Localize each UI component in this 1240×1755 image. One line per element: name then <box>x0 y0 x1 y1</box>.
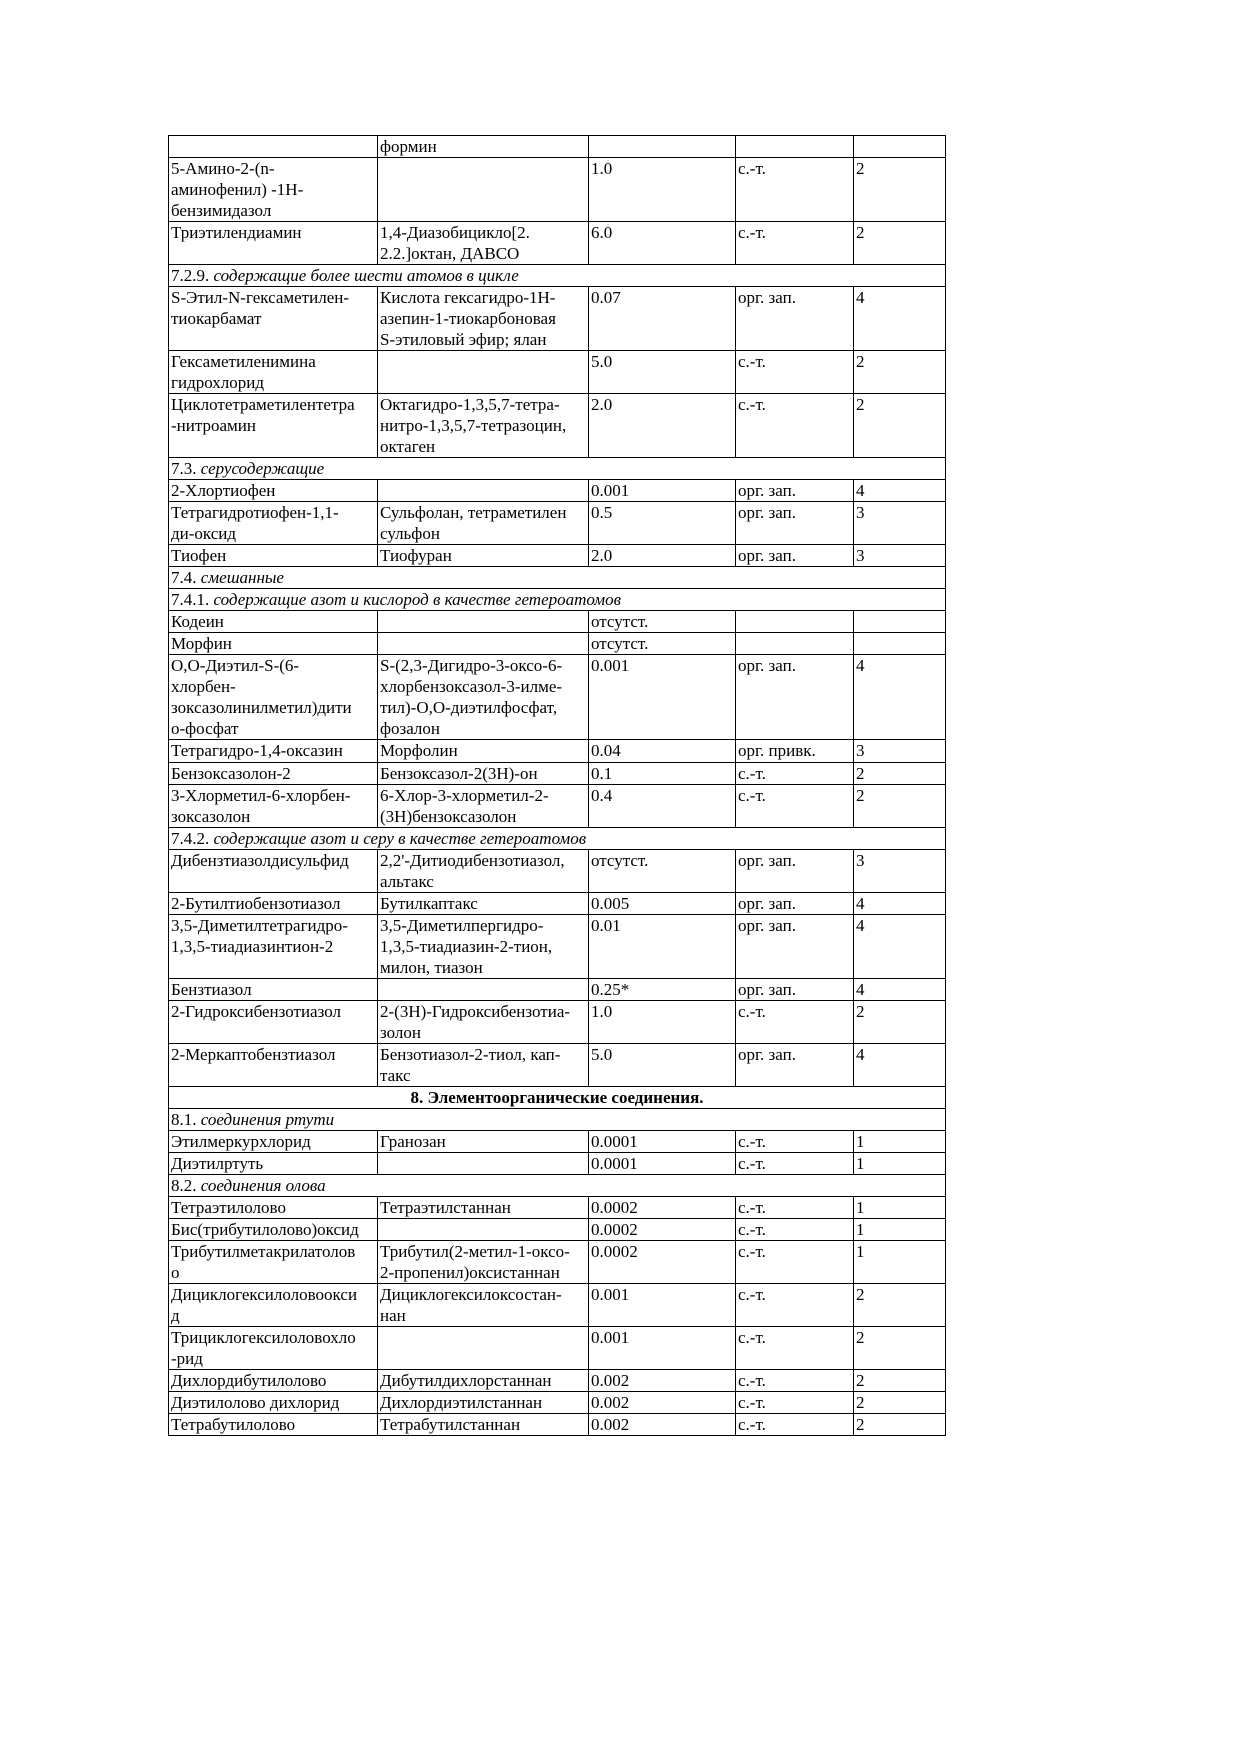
hazard-class-cell: 2 <box>854 158 946 222</box>
table-row <box>169 633 946 655</box>
section-row <box>169 567 946 589</box>
section-title: соединения ртути <box>200 1110 335 1129</box>
synonym-cell <box>378 633 589 655</box>
section-heading <box>169 567 946 589</box>
concentration-cell: 0.4 <box>589 785 736 828</box>
chapter-heading: 8. Элементоорганические соединения. <box>169 1087 946 1109</box>
table-row <box>169 287 946 351</box>
hazard-class-cell: 3 <box>854 502 946 545</box>
synonym-cell: Трибутил(2-метил-1-оксо- 2-пропенил)оксистаннан <box>378 1241 589 1284</box>
substance-name-cell: 5-Амино-2-(n- аминофенил) -1H- бензимидазол <box>169 158 378 222</box>
concentration-cell: 0.001 <box>589 655 736 740</box>
concentration-cell: 0.07 <box>589 287 736 351</box>
hazard-class-cell <box>854 633 946 655</box>
synonym-cell: Дихлордиэтилстаннан <box>378 1392 589 1414</box>
hazard-indicator-cell: орг. зап. <box>736 287 854 351</box>
synonym-cell: Дициклогексилоксостан- нан <box>378 1284 589 1327</box>
chapter-row <box>169 1087 946 1109</box>
hazard-class-cell <box>854 611 946 633</box>
concentration-cell: 5.0 <box>589 351 736 394</box>
hazard-indicator-cell: с.-т. <box>736 222 854 265</box>
hazard-indicator-cell <box>736 136 854 158</box>
hazard-class-cell: 2 <box>854 763 946 785</box>
concentration-cell: 0.04 <box>589 740 736 763</box>
synonym-cell: Октагидро-1,3,5,7-тетра- нитро-1,3,5,7-тетразоцин, октаген <box>378 394 589 458</box>
table-row <box>169 785 946 828</box>
hazard-indicator-cell: с.-т. <box>736 351 854 394</box>
table-row <box>169 136 946 158</box>
hazard-indicator-cell: орг. зап. <box>736 545 854 567</box>
concentration-cell: 0.0001 <box>589 1153 736 1175</box>
table-row <box>169 502 946 545</box>
section-heading <box>169 1109 946 1131</box>
table-row <box>169 1219 946 1241</box>
concentration-cell: 0.0001 <box>589 1131 736 1153</box>
substance-name-cell: Трициклогексилоловохло -рид <box>169 1327 378 1370</box>
table-row <box>169 222 946 265</box>
section-heading <box>169 589 946 611</box>
table-row <box>169 740 946 763</box>
synonym-cell: Кислота гексагидро-1H- азепин-1-тиокарбоновая S-этиловый эфир; ялан <box>378 287 589 351</box>
substance-name-cell: Диэтилолово дихлорид <box>169 1392 378 1414</box>
hazard-indicator-cell: с.-т. <box>736 1392 854 1414</box>
concentration-cell: 0.001 <box>589 1327 736 1370</box>
table-row <box>169 611 946 633</box>
concentration-cell: 1.0 <box>589 1001 736 1044</box>
hazard-indicator-cell: с.-т. <box>736 158 854 222</box>
concentration-cell <box>589 136 736 158</box>
substance-name-cell: 3,5-Диметилтетрагидро- 1,3,5-тиадиазинтион-2 <box>169 915 378 979</box>
table-row <box>169 1414 946 1436</box>
section-heading <box>169 828 946 850</box>
section-row <box>169 1175 946 1197</box>
substance-name-cell: 3-Хлорметил-6-хлорбен- зоксазолон <box>169 785 378 828</box>
table-row <box>169 158 946 222</box>
section-heading <box>169 1175 946 1197</box>
hazard-indicator-cell: с.-т. <box>736 1241 854 1284</box>
hazard-indicator-cell: с.-т. <box>736 1370 854 1392</box>
hazard-indicator-cell: с.-т. <box>736 1414 854 1436</box>
table-row <box>169 1370 946 1392</box>
concentration-cell: 1.0 <box>589 158 736 222</box>
section-row <box>169 265 946 287</box>
substance-name-cell: Циклотетраметилентетра -нитроамин <box>169 394 378 458</box>
concentration-cell: отсутст. <box>589 633 736 655</box>
hazard-indicator-cell: орг. зап. <box>736 893 854 915</box>
concentration-cell: отсутст. <box>589 611 736 633</box>
hazard-indicator-cell: с.-т. <box>736 763 854 785</box>
substance-name-cell: Бензоксазолон-2 <box>169 763 378 785</box>
concentration-cell: 0.0002 <box>589 1241 736 1284</box>
synonym-cell: Морфолин <box>378 740 589 763</box>
hazard-class-cell: 1 <box>854 1131 946 1153</box>
substance-name-cell: 2-Меркаптобензтиазол <box>169 1044 378 1087</box>
table-row <box>169 979 946 1001</box>
concentration-cell: 0.001 <box>589 1284 736 1327</box>
substance-name-cell: Этилмеркурхлорид <box>169 1131 378 1153</box>
section-number: 7.4.2. <box>171 829 210 848</box>
section-heading <box>169 265 946 287</box>
concentration-cell: 0.001 <box>589 480 736 502</box>
table-row <box>169 1241 946 1284</box>
section-number: 7.4.1. <box>171 590 210 609</box>
hazard-class-cell: 2 <box>854 1327 946 1370</box>
section-title: содержащие азот и серу в качестве гетероатомов <box>213 829 587 848</box>
hazard-class-cell: 1 <box>854 1219 946 1241</box>
hazard-class-cell: 3 <box>854 545 946 567</box>
hazard-class-cell: 2 <box>854 1001 946 1044</box>
substance-name-cell: Бис(трибутилолово)оксид <box>169 1219 378 1241</box>
hazard-class-cell: 2 <box>854 394 946 458</box>
substance-name-cell: O,O-Диэтил-S-(6- хлорбен- зоксазолинилметил)дити о-фосфат <box>169 655 378 740</box>
section-title: смешанные <box>200 568 284 587</box>
substance-name-cell: Тиофен <box>169 545 378 567</box>
section-row <box>169 589 946 611</box>
hazard-indicator-cell: с.-т. <box>736 1197 854 1219</box>
synonym-cell: Сульфолан, тетраметилен сульфон <box>378 502 589 545</box>
hazard-class-cell <box>854 136 946 158</box>
hazard-indicator-cell: с.-т. <box>736 394 854 458</box>
hazard-indicator-cell: с.-т. <box>736 785 854 828</box>
synonym-cell <box>378 1219 589 1241</box>
section-number: 7.2.9. <box>171 266 210 285</box>
concentration-cell: 0.002 <box>589 1392 736 1414</box>
hazard-indicator-cell: с.-т. <box>736 1001 854 1044</box>
concentration-cell: 6.0 <box>589 222 736 265</box>
hazard-indicator-cell: орг. зап. <box>736 850 854 893</box>
substance-name-cell: Кодеин <box>169 611 378 633</box>
substance-name-cell: 2-Бутилтиобензотиазол <box>169 893 378 915</box>
table-row <box>169 1131 946 1153</box>
section-row <box>169 1109 946 1131</box>
hazard-class-cell: 2 <box>854 785 946 828</box>
concentration-cell: 2.0 <box>589 394 736 458</box>
hazard-class-cell: 1 <box>854 1153 946 1175</box>
hazard-indicator-cell: орг. зап. <box>736 1044 854 1087</box>
substance-name-cell: Дибензтиазолдисульфид <box>169 850 378 893</box>
synonym-cell <box>378 158 589 222</box>
hazard-indicator-cell: орг. зап. <box>736 480 854 502</box>
synonym-cell: Бензоксазол-2(3H)-он <box>378 763 589 785</box>
hazard-class-cell: 1 <box>854 1241 946 1284</box>
hazard-indicator-cell: с.-т. <box>736 1153 854 1175</box>
table-row <box>169 1044 946 1087</box>
substance-name-cell: Морфин <box>169 633 378 655</box>
concentration-cell: 0.5 <box>589 502 736 545</box>
table-row <box>169 1197 946 1219</box>
concentration-cell: отсутст. <box>589 850 736 893</box>
hazard-class-cell: 2 <box>854 1370 946 1392</box>
substance-name-cell: Тетрагидротиофен-1,1- ди-оксид <box>169 502 378 545</box>
section-title: содержащие азот и кислород в качестве гетероатомов <box>213 590 621 609</box>
synonym-cell <box>378 351 589 394</box>
hazard-class-cell: 1 <box>854 1197 946 1219</box>
table-row <box>169 850 946 893</box>
synonym-cell: Дибутилдихлорстаннан <box>378 1370 589 1392</box>
section-title: серусодержащие <box>200 459 325 478</box>
section-row <box>169 828 946 850</box>
substance-name-cell: Гексаметиленимина гидрохлорид <box>169 351 378 394</box>
synonym-cell: 1,4-Диазобицикло[2. 2.2.]октан, ДАВСО <box>378 222 589 265</box>
substance-name-cell: Дихлордибутилолово <box>169 1370 378 1392</box>
hazard-class-cell: 3 <box>854 740 946 763</box>
substance-name-cell: Тетрагидро-1,4-оксазин <box>169 740 378 763</box>
hazard-class-cell: 4 <box>854 893 946 915</box>
synonym-cell: Бензотиазол-2-тиол, кап- такс <box>378 1044 589 1087</box>
synonym-cell: 2,2'-Дитиодибензотиазол, альтакс <box>378 850 589 893</box>
hazard-class-cell: 4 <box>854 287 946 351</box>
hazard-class-cell: 4 <box>854 1044 946 1087</box>
substance-name-cell: Диэтилртуть <box>169 1153 378 1175</box>
hazard-indicator-cell: орг. зап. <box>736 502 854 545</box>
synonym-cell: S-(2,3-Дигидро-3-оксо-6- хлорбензоксазол-3-илме- тил)-O,O-диэтилфосфат, фозалон <box>378 655 589 740</box>
section-title: содержащие более шести атомов в цикле <box>213 266 519 285</box>
hazard-indicator-cell: орг. зап. <box>736 915 854 979</box>
concentration-cell: 2.0 <box>589 545 736 567</box>
section-heading <box>169 458 946 480</box>
table-row <box>169 1153 946 1175</box>
hazard-class-cell: 2 <box>854 1392 946 1414</box>
substance-name-cell: 2-Хлортиофен <box>169 480 378 502</box>
table-row <box>169 394 946 458</box>
substance-name-cell: Тетраэтилолово <box>169 1197 378 1219</box>
synonym-cell: формин <box>378 136 589 158</box>
hazard-indicator-cell: с.-т. <box>736 1131 854 1153</box>
hazard-indicator-cell: с.-т. <box>736 1327 854 1370</box>
concentration-cell: 0.01 <box>589 915 736 979</box>
table-row <box>169 545 946 567</box>
substance-name-cell: Трибутилметакрилатолов о <box>169 1241 378 1284</box>
table-row <box>169 1284 946 1327</box>
synonym-cell: 3,5-Диметилпергидро- 1,3,5-тиадиазин-2-тион, милон, тиазон <box>378 915 589 979</box>
substance-name-cell: Бензтиазол <box>169 979 378 1001</box>
table-row <box>169 1327 946 1370</box>
substance-name-cell: Дициклогексилоловоокси д <box>169 1284 378 1327</box>
table-row <box>169 893 946 915</box>
substance-name-cell: 2-Гидроксибензотиазол <box>169 1001 378 1044</box>
synonym-cell: 6-Хлор-3-хлорметил-2- (3H)бензоксазолон <box>378 785 589 828</box>
table-body <box>169 136 946 1436</box>
substance-name-cell: Тетрабутилолово <box>169 1414 378 1436</box>
hazard-indicator-cell <box>736 611 854 633</box>
hazard-indicator-cell: с.-т. <box>736 1219 854 1241</box>
hazard-indicator-cell: орг. привк. <box>736 740 854 763</box>
section-row <box>169 458 946 480</box>
hazard-class-cell: 3 <box>854 850 946 893</box>
table-row <box>169 480 946 502</box>
table-row <box>169 351 946 394</box>
synonym-cell <box>378 979 589 1001</box>
synonym-cell: Тетраэтилстаннан <box>378 1197 589 1219</box>
synonym-cell <box>378 611 589 633</box>
hazard-indicator-cell: с.-т. <box>736 1284 854 1327</box>
section-number: 8.1. <box>171 1110 197 1129</box>
synonym-cell: Тетрабутилстаннан <box>378 1414 589 1436</box>
table-row <box>169 763 946 785</box>
substances-table <box>168 135 946 1436</box>
synonym-cell: Гранозан <box>378 1131 589 1153</box>
synonym-cell <box>378 480 589 502</box>
concentration-cell: 0.005 <box>589 893 736 915</box>
section-number: 7.4. <box>171 568 197 587</box>
section-number: 8.2. <box>171 1176 197 1195</box>
substance-name-cell: Триэтилендиамин <box>169 222 378 265</box>
section-title: соединения олова <box>200 1176 326 1195</box>
hazard-indicator-cell: орг. зап. <box>736 979 854 1001</box>
synonym-cell: Тиофуран <box>378 545 589 567</box>
hazard-class-cell: 2 <box>854 1414 946 1436</box>
substance-name-cell: S-Этил-N-гексаметилен- тиокарбамат <box>169 287 378 351</box>
concentration-cell: 0.0002 <box>589 1219 736 1241</box>
table-row <box>169 915 946 979</box>
table-row <box>169 1392 946 1414</box>
synonym-cell <box>378 1327 589 1370</box>
synonym-cell: Бутилкаптакс <box>378 893 589 915</box>
concentration-cell: 5.0 <box>589 1044 736 1087</box>
hazard-class-cell: 2 <box>854 1284 946 1327</box>
concentration-cell: 0.0002 <box>589 1197 736 1219</box>
hazard-class-cell: 2 <box>854 222 946 265</box>
table-row <box>169 655 946 740</box>
synonym-cell <box>378 1153 589 1175</box>
concentration-cell: 0.002 <box>589 1370 736 1392</box>
hazard-class-cell: 4 <box>854 480 946 502</box>
table-row <box>169 1001 946 1044</box>
hazard-indicator-cell: орг. зап. <box>736 655 854 740</box>
synonym-cell: 2-(3H)-Гидроксибензотиа- золон <box>378 1001 589 1044</box>
hazard-indicator-cell <box>736 633 854 655</box>
hazard-class-cell: 4 <box>854 915 946 979</box>
hazard-class-cell: 2 <box>854 351 946 394</box>
concentration-cell: 0.25* <box>589 979 736 1001</box>
substance-name-cell <box>169 136 378 158</box>
hazard-class-cell: 4 <box>854 655 946 740</box>
concentration-cell: 0.002 <box>589 1414 736 1436</box>
concentration-cell: 0.1 <box>589 763 736 785</box>
hazard-class-cell: 4 <box>854 979 946 1001</box>
section-number: 7.3. <box>171 459 197 478</box>
